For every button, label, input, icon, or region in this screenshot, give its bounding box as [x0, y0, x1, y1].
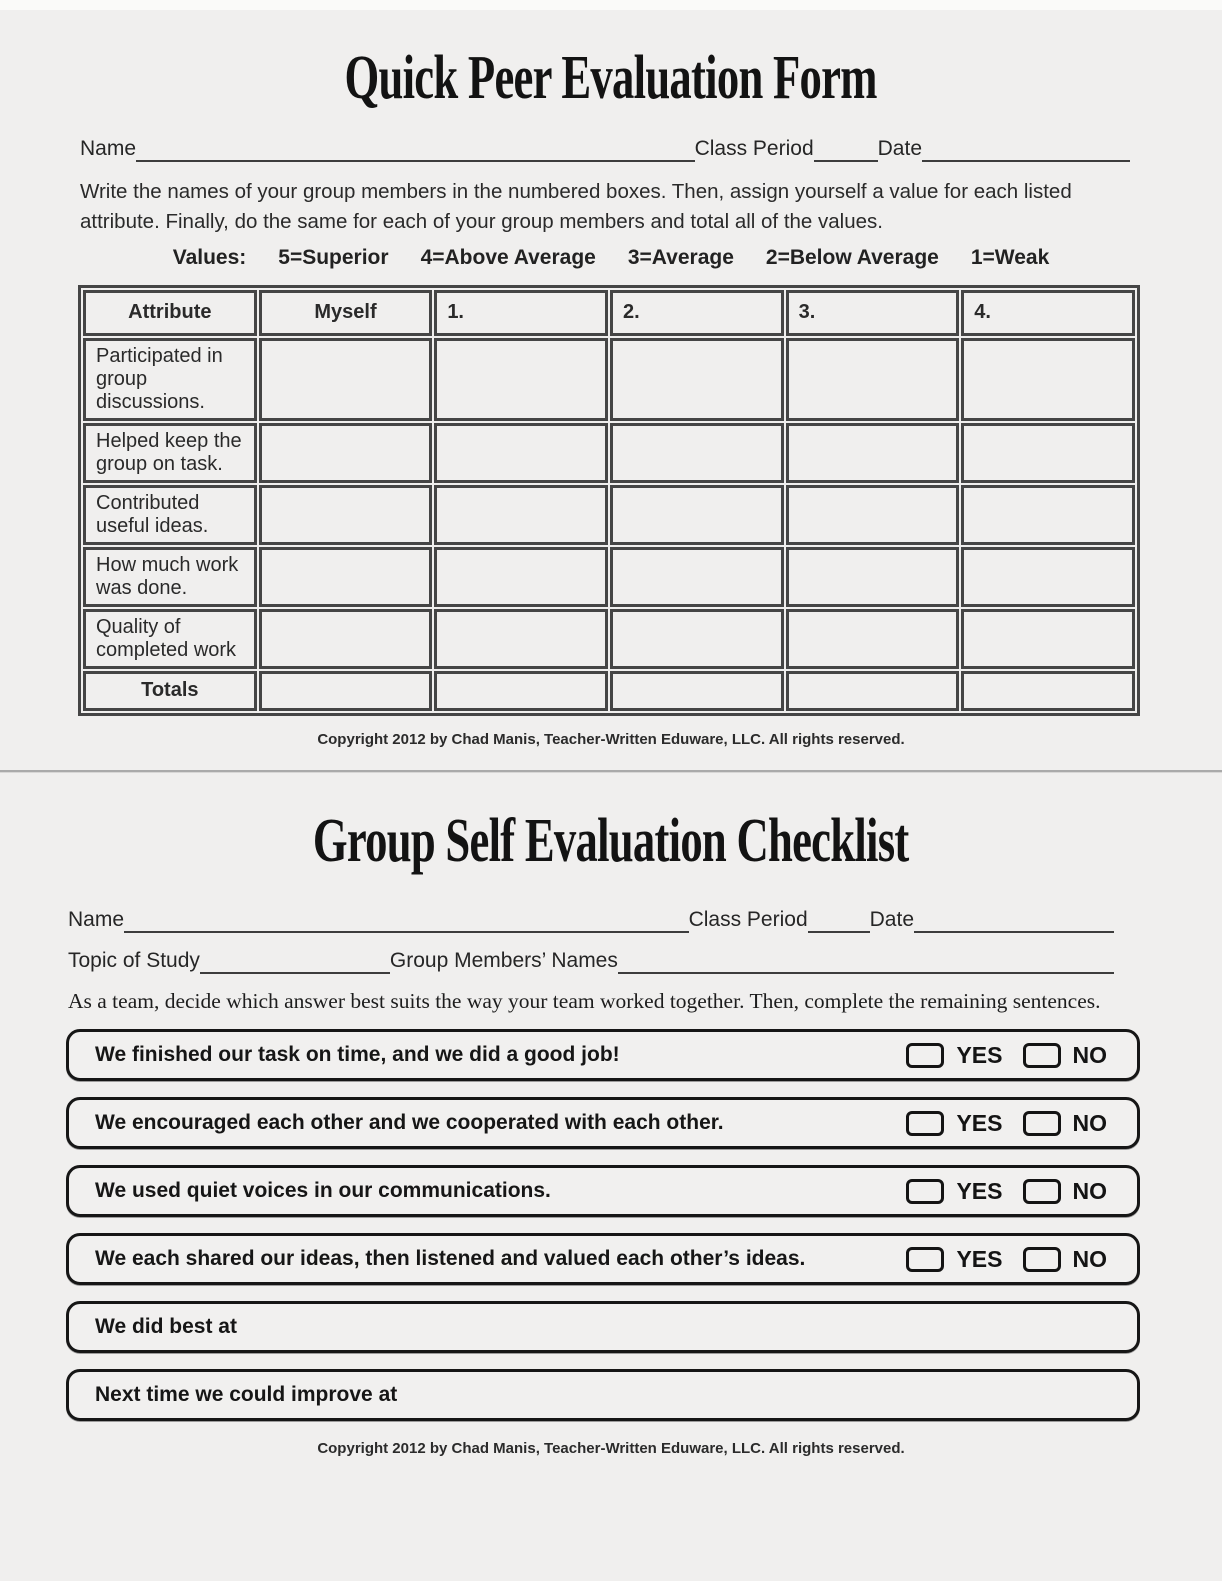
yes-label: YES	[956, 1245, 1003, 1272]
form1-date-input-line[interactable]	[922, 138, 1130, 162]
checklist-item-encouraged	[66, 1097, 1140, 1149]
form2-title: Group Self Evaluation Checklist	[313, 806, 909, 875]
score-cell[interactable]	[259, 338, 433, 421]
values-legend	[0, 246, 1222, 270]
values-legend-item-superior: 5=Superior	[278, 245, 389, 269]
yes-no-group	[906, 1110, 1107, 1137]
total-cell[interactable]	[610, 671, 784, 711]
no-checkbox[interactable]	[1023, 1179, 1061, 1204]
total-cell[interactable]	[259, 671, 433, 711]
form2-topic-fields	[68, 948, 1114, 974]
attribute-label: Contributed useful ideas.	[83, 485, 257, 545]
peer-evaluation-table	[78, 285, 1140, 716]
score-cell[interactable]	[259, 547, 433, 607]
form1-title: Quick Peer Evaluation Form	[344, 44, 878, 112]
values-legend-item-above-average: 4=Above Average	[420, 245, 596, 269]
totals-label: Totals	[83, 671, 257, 711]
no-checkbox[interactable]	[1023, 1043, 1061, 1068]
score-cell[interactable]	[610, 338, 784, 421]
score-cell[interactable]	[961, 547, 1135, 607]
score-cell[interactable]	[786, 609, 960, 669]
form1-name-input-line[interactable]	[136, 138, 695, 162]
attribute-label: Participated in group discussions.	[83, 338, 257, 421]
checklist-statement: We used quiet voices in our communications.	[95, 1179, 551, 1203]
header-attribute: Attribute	[83, 290, 257, 336]
checklist-item-improve-at[interactable]	[66, 1369, 1140, 1421]
table-row	[83, 485, 1135, 545]
checklist	[66, 1029, 1140, 1421]
total-cell[interactable]	[786, 671, 960, 711]
yes-no-group	[906, 1042, 1107, 1069]
form1-copyright: Copyright 2012 by Chad Manis, Teacher-Written Eduware, LLC. All rights reserved.	[317, 730, 905, 748]
score-cell[interactable]	[961, 485, 1135, 545]
form2-class-period-label: Class Period	[688, 907, 808, 931]
group-members-names-label: Group Members’ Names	[389, 948, 618, 972]
score-cell[interactable]	[259, 423, 433, 483]
form2-instructions: As a team, decide which answer best suits the way your team worked together. Then, complete the remaining sentences.	[68, 988, 1101, 1013]
form2-name-label: Name	[68, 907, 125, 931]
header-member-4[interactable]: 4.	[961, 290, 1135, 336]
form1-instructions: Write the names of your group members in the numbered boxes. Then, assign yourself a value for each listed attribute. Finally, do the same for each of your group members and total all of the values.	[80, 180, 1072, 233]
checklist-item-shared-ideas	[66, 1233, 1140, 1285]
form1-class-period-label: Class Period	[694, 137, 814, 161]
score-cell[interactable]	[961, 609, 1135, 669]
checklist-statement: We each shared our ideas, then listened and valued each other’s ideas.	[95, 1247, 806, 1271]
group-members-names-input-line[interactable]	[618, 950, 1114, 974]
total-cell[interactable]	[434, 671, 608, 711]
no-label: NO	[1072, 1177, 1107, 1204]
score-cell[interactable]	[610, 547, 784, 607]
checklist-statement: We did best at	[95, 1315, 237, 1339]
score-cell[interactable]	[434, 547, 608, 607]
header-member-1[interactable]: 1.	[434, 290, 608, 336]
score-cell[interactable]	[610, 423, 784, 483]
checklist-statement: Next time we could improve at	[95, 1383, 398, 1407]
yes-label: YES	[956, 1109, 1003, 1136]
score-cell[interactable]	[786, 547, 960, 607]
yes-no-group	[906, 1246, 1107, 1273]
form2-class-period-input-line[interactable]	[808, 909, 870, 933]
values-legend-item-average: 3=Average	[627, 245, 734, 269]
yes-no-group	[906, 1178, 1107, 1205]
values-legend-item-below-average: 2=Below Average	[765, 245, 939, 269]
no-checkbox[interactable]	[1023, 1247, 1061, 1272]
no-label: NO	[1072, 1109, 1107, 1136]
topic-of-study-input-line[interactable]	[200, 950, 390, 974]
values-legend-item-weak: 1=Weak	[970, 245, 1050, 269]
form2-header-fields	[68, 907, 1114, 933]
score-cell[interactable]	[434, 338, 608, 421]
table-row	[83, 338, 1135, 421]
score-cell[interactable]	[610, 609, 784, 669]
score-cell[interactable]	[434, 423, 608, 483]
score-cell[interactable]	[786, 485, 960, 545]
table-row	[83, 547, 1135, 607]
yes-label: YES	[956, 1041, 1003, 1068]
header-myself: Myself	[259, 290, 433, 336]
yes-checkbox[interactable]	[906, 1043, 944, 1068]
total-cell[interactable]	[961, 671, 1135, 711]
yes-checkbox[interactable]	[906, 1247, 944, 1272]
score-cell[interactable]	[259, 609, 433, 669]
attribute-label: Quality of completed work	[83, 609, 257, 669]
form1-date-label: Date	[877, 137, 922, 161]
attribute-label: How much work was done.	[83, 547, 257, 607]
attribute-label: Helped keep the group on task.	[83, 423, 257, 483]
yes-checkbox[interactable]	[906, 1179, 944, 1204]
form2-date-label: Date	[869, 907, 914, 931]
values-legend-label: Values:	[172, 245, 247, 269]
table-header-row	[83, 290, 1135, 336]
checklist-statement: We finished our task on time, and we did a good job!	[95, 1043, 620, 1067]
score-cell[interactable]	[786, 338, 960, 421]
score-cell[interactable]	[434, 485, 608, 545]
checklist-statement: We encouraged each other and we cooperated with each other.	[95, 1111, 724, 1135]
score-cell[interactable]	[610, 485, 784, 545]
checklist-item-quiet-voices	[66, 1165, 1140, 1217]
table-row	[83, 609, 1135, 669]
score-cell[interactable]	[786, 423, 960, 483]
score-cell[interactable]	[961, 338, 1135, 421]
header-member-2[interactable]: 2.	[610, 290, 784, 336]
yes-label: YES	[956, 1177, 1003, 1204]
score-cell[interactable]	[259, 485, 433, 545]
score-cell[interactable]	[434, 609, 608, 669]
table-row	[83, 423, 1135, 483]
checklist-item-did-best-at[interactable]	[66, 1301, 1140, 1353]
page-top-edge	[0, 0, 1222, 10]
form2-name-input-line[interactable]	[124, 909, 689, 933]
form1-header-fields	[80, 136, 1130, 162]
yes-checkbox[interactable]	[906, 1111, 944, 1136]
no-label: NO	[1072, 1041, 1107, 1068]
checklist-item-finished-task	[66, 1029, 1140, 1081]
form2-date-input-line[interactable]	[914, 909, 1114, 933]
no-label: NO	[1072, 1245, 1107, 1272]
totals-row	[83, 671, 1135, 711]
no-checkbox[interactable]	[1023, 1111, 1061, 1136]
header-member-3[interactable]: 3.	[786, 290, 960, 336]
form1-class-period-input-line[interactable]	[814, 138, 878, 162]
topic-of-study-label: Topic of Study	[68, 948, 200, 972]
form2-copyright: Copyright 2012 by Chad Manis, Teacher-Written Eduware, LLC. All rights reserved.	[317, 1440, 905, 1458]
score-cell[interactable]	[961, 423, 1135, 483]
form1-name-label: Name	[80, 137, 137, 161]
